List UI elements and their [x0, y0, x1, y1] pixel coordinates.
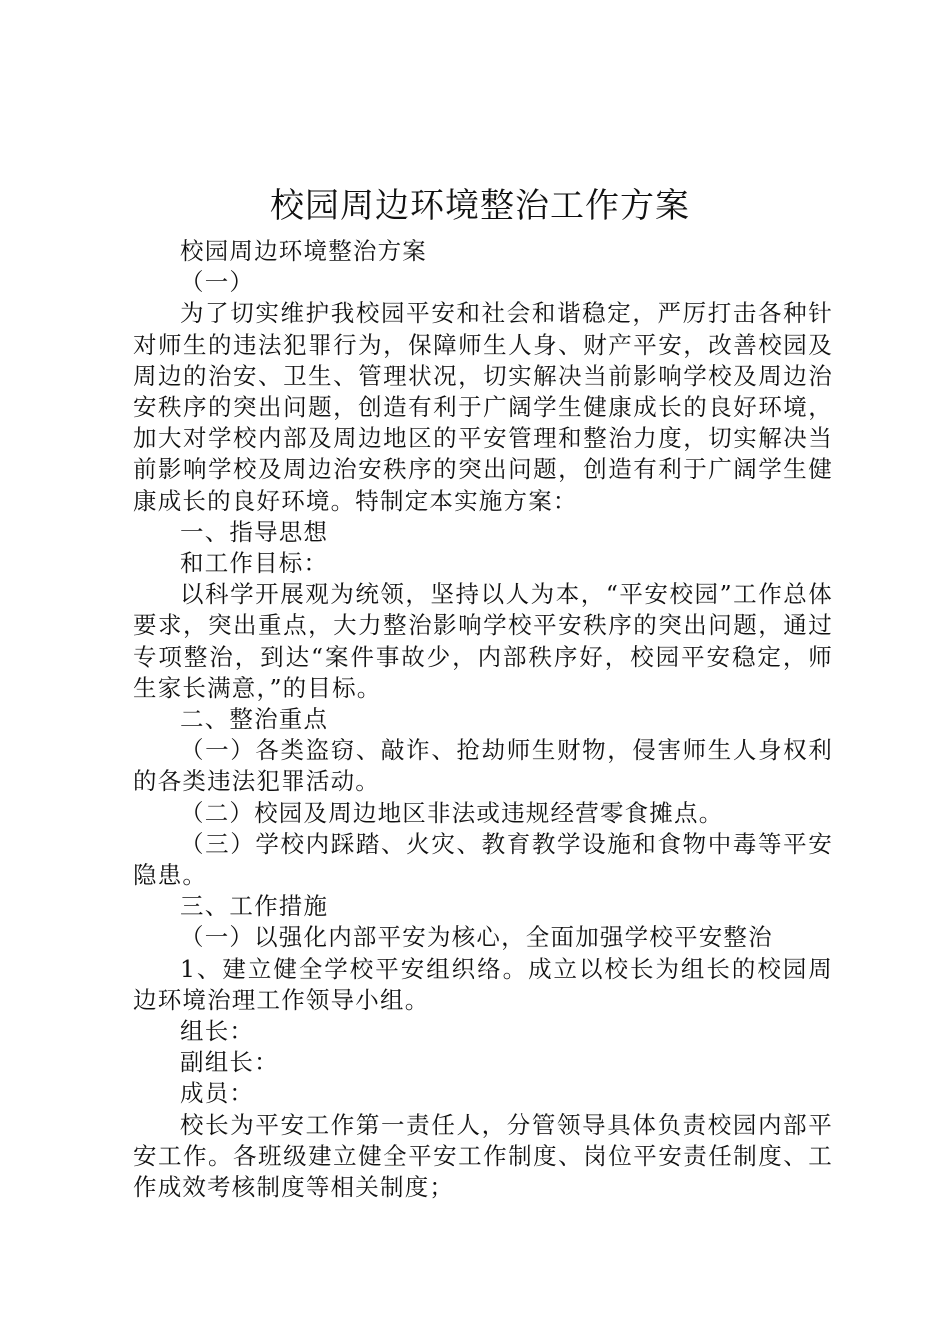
heading-work-measures: 三、工作措施 — [180, 892, 329, 921]
paragraph-subtitle: 校园周边环境整治方案 — [180, 237, 427, 265]
heading-work-goal: 和工作目标： — [180, 549, 329, 578]
paragraph-key-point-3: （三）学校内踩踏、火灾、教育教学设施和食物中毒等平安隐患。 — [133, 829, 833, 890]
document-body — [133, 236, 833, 1203]
heading-guiding-thought: 一、指导思想 — [180, 517, 329, 546]
paragraph-key-point-2: （二）校园及周边地区非法或违规经营零食摊点。 — [180, 798, 724, 827]
paragraph-section-one-marker: （一） — [180, 268, 255, 297]
paragraph-intro: 为了切实维护我校园平安和社会和谐稳定，严厉打击各种针对师生的违法犯罪行为，保障师生人身、财产平安，改善校园及周边的治安、卫生、管理状况，切实解决当前影响学校及周边治安秩序的突出问题，创造有利于广阔学生健康成长的良好环境，加大对学校内部及周边地区的平安管理和整治力度，切实解决当前影响学校及周边治安秩序的突出问题，创造有利于广阔学生健康成长的良好环境。特制定本实施方案： — [133, 299, 833, 515]
paragraph-guiding-content: 以科学开展观为统领，坚持以人为本，“平安校园”工作总体要求，突出重点，大力整治影响学校平安秩序的突出问题，通过专项整治，到达“案件事故少，内部秩序好，校园平安稳定，师生家长满意，”的目标。 — [133, 580, 833, 702]
document-title: 校园周边环境整治工作方案 — [270, 186, 690, 226]
paragraph-measure-1: （一）以强化内部平安为核心，全面加强学校平安整治 — [180, 923, 773, 952]
paragraph-leader: 组长： — [180, 1017, 255, 1046]
heading-key-points: 二、整治重点 — [180, 705, 329, 734]
paragraph-members: 成员： — [180, 1079, 255, 1108]
paragraph-responsibility: 校长为平安工作第一责任人，分管领导具体负责校园内部平安工作。各班级建立健全平安工作制度、岗位平安责任制度、工作成效考核制度等相关制度； — [133, 1110, 833, 1202]
paragraph-measure-1-1: 1、建立健全学校平安组织络。成立以校长为组长的校园周边环境治理工作领导小组。 — [133, 954, 833, 1014]
paragraph-key-point-1: （一）各类盗窃、敲诈、抢劫师生财物，侵害师生人身权利的各类违法犯罪活动。 — [133, 736, 833, 796]
paragraph-deputy-leader: 副组长： — [180, 1048, 279, 1077]
